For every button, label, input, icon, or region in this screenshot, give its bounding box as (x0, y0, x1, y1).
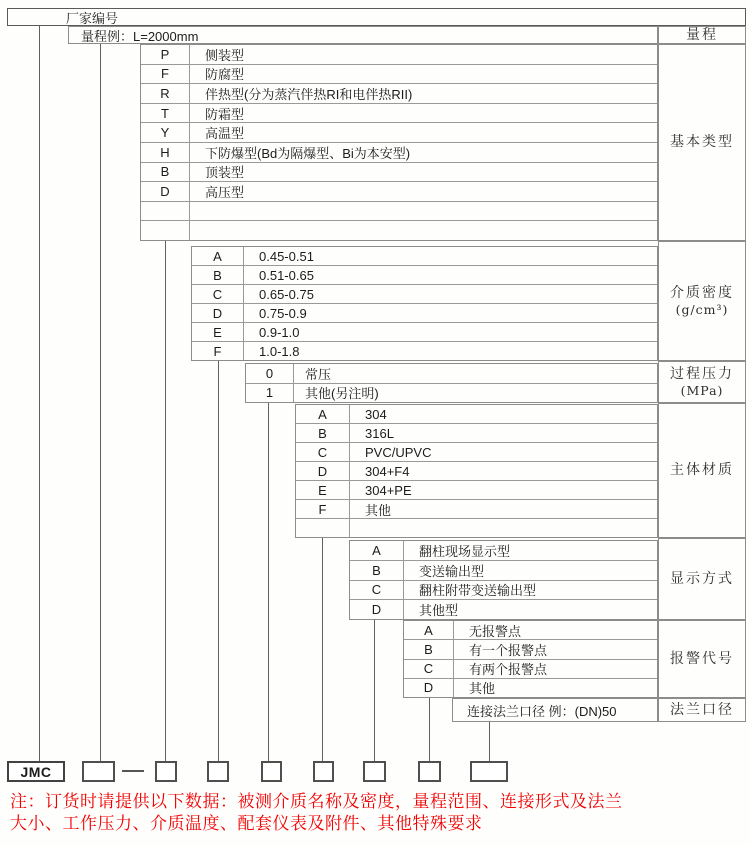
row-code: R (141, 84, 190, 103)
connector-line-flange (489, 722, 490, 762)
table-row (141, 220, 657, 240)
row-desc: 顶装型 (205, 165, 245, 181)
table-row (350, 580, 657, 600)
row-code: A (296, 405, 350, 423)
row-desc: 其他 (365, 502, 392, 518)
table-row (192, 341, 657, 360)
basic-type-table (140, 44, 658, 241)
row-code: A (192, 247, 244, 265)
table-row (192, 303, 657, 322)
row-code: D (296, 462, 350, 480)
row-desc: 高温型 (205, 126, 245, 142)
row-desc: 防腐型 (205, 67, 245, 83)
row-code: B (192, 266, 244, 284)
row-desc: 0.9-1.0 (259, 324, 300, 340)
density-table (191, 246, 658, 361)
row-code: F (296, 500, 350, 518)
side-label-range: 量程 (658, 26, 746, 44)
table-row (141, 181, 657, 201)
table-row (246, 364, 657, 383)
row-code: B (141, 163, 190, 182)
row-code: D (192, 304, 244, 322)
row-desc: 1.0-1.8 (259, 343, 300, 359)
pressure-unit: (MPa) (680, 382, 724, 398)
connector-line-display-mode (374, 620, 375, 762)
row-code: A (350, 541, 404, 560)
row-desc: 下防爆型(Bd为隔爆型、Bi为本安型) (205, 145, 411, 161)
row-desc (190, 221, 657, 240)
row-desc: 高压型 (205, 184, 245, 200)
note-line-2: 大小、工作压力、介质温度、配套仪表及附件、其他特殊要求 (10, 814, 483, 833)
row-desc (190, 202, 657, 221)
table-row (141, 45, 657, 64)
table-row (141, 201, 657, 221)
range-example-row (68, 26, 658, 44)
connector-line-basic-type (165, 241, 166, 762)
table-row (404, 621, 657, 639)
row-desc: 0.45-0.51 (259, 248, 314, 264)
note-line-1: 注：订货时请提供以下数据：被测介质名称及密度，量程范围、连接形式及法兰 (10, 792, 623, 811)
side-label-density: 介质密度 (g/cm³) (658, 241, 746, 361)
order-note (10, 791, 746, 835)
table-row (141, 142, 657, 162)
factory-number-row (7, 8, 746, 26)
table-row (404, 639, 657, 658)
connector-line-pressure (268, 403, 269, 762)
code-box-material (313, 761, 334, 782)
row-code: E (296, 481, 350, 499)
code-box-alarm (418, 761, 441, 782)
side-label-basic-type: 基本类型 (658, 44, 746, 241)
table-row (296, 423, 657, 442)
table-row (296, 518, 657, 537)
table-row (350, 541, 657, 560)
flange-text: 连接法兰口径 例：(DN)50 (467, 703, 617, 719)
row-desc: 翻柱附带变送输出型 (419, 583, 537, 599)
row-code: A (404, 621, 454, 639)
factory-number-label: 厂家编号 (66, 10, 119, 26)
table-row (296, 499, 657, 518)
row-code: B (296, 424, 350, 442)
table-row (296, 442, 657, 461)
row-desc: 有两个报警点 (469, 662, 548, 678)
row-desc: 防霜型 (205, 106, 245, 122)
connector-line-factory (39, 26, 40, 762)
row-code: C (350, 581, 404, 600)
table-row (192, 322, 657, 341)
row-desc: 0.75-0.9 (259, 305, 307, 321)
row-desc: PVC/UPVC (365, 444, 432, 460)
row-code: H (141, 143, 190, 162)
code-box-pressure (261, 761, 282, 782)
code-box-basic-type (155, 761, 177, 782)
table-row (192, 284, 657, 303)
connector-line-density (218, 361, 219, 762)
model-prefix-box (7, 761, 65, 782)
row-code: P (141, 45, 190, 64)
range-example-text: 量程例：L=2000mm (81, 28, 199, 44)
table-row (141, 64, 657, 84)
row-code (141, 202, 190, 221)
table-row (350, 599, 657, 619)
row-code: C (404, 660, 454, 678)
table-row (141, 103, 657, 123)
row-code: D (141, 182, 190, 201)
row-code: Y (141, 123, 190, 142)
row-desc: 翻柱现场显示型 (419, 543, 511, 559)
display-mode-table (349, 540, 658, 620)
row-desc (350, 519, 657, 537)
table-row (296, 480, 657, 499)
row-desc: 其他 (469, 681, 496, 697)
connector-line-range (100, 44, 101, 762)
table-row (192, 247, 657, 265)
row-desc: 无报警点 (469, 623, 522, 639)
row-code: C (296, 443, 350, 461)
table-row (296, 461, 657, 480)
code-box-display-mode (363, 761, 386, 782)
side-label-display-mode: 显示方式 (658, 538, 746, 620)
row-desc: 316L (365, 425, 394, 441)
row-desc: 304+PE (365, 482, 412, 498)
density-unit: (g/cm³) (675, 301, 729, 317)
code-box-density (207, 761, 229, 782)
row-code: D (404, 679, 454, 697)
row-code: B (350, 561, 404, 580)
side-label-pressure: 过程压力 (MPa) (658, 361, 746, 403)
alarm-table (403, 620, 658, 698)
connector-line-material (322, 538, 323, 762)
table-row (141, 83, 657, 103)
row-code: B (404, 640, 454, 658)
model-prefix-text: JMC (20, 763, 52, 780)
material-table (295, 404, 658, 538)
row-code: F (141, 65, 190, 84)
row-desc: 其他型 (419, 603, 459, 619)
row-code: F (192, 342, 244, 360)
row-code (141, 221, 190, 240)
row-desc: 有一个报警点 (469, 642, 548, 658)
side-label-material: 主体材质 (658, 403, 746, 538)
table-row (404, 678, 657, 697)
row-desc: 0.65-0.75 (259, 286, 314, 302)
row-desc: 其他(另注明) (305, 386, 379, 402)
row-desc: 0.51-0.65 (259, 267, 314, 283)
code-box-flange (470, 761, 508, 782)
row-desc: 常压 (305, 366, 332, 382)
row-code: T (141, 104, 190, 123)
code-box-range (82, 761, 115, 782)
table-row (404, 659, 657, 678)
row-code: E (192, 323, 244, 341)
pressure-table (245, 363, 658, 403)
row-desc: 304 (365, 406, 387, 422)
row-code: 1 (246, 384, 294, 403)
table-row (246, 383, 657, 403)
flange-row (452, 698, 658, 722)
table-row (350, 560, 657, 580)
table-row (141, 162, 657, 182)
row-desc: 伴热型(分为蒸汽伴热RI和电伴热RII) (205, 86, 413, 102)
side-label-alarm: 报警代号 (658, 620, 746, 698)
row-desc: 侧装型 (205, 47, 245, 63)
row-code: D (350, 600, 404, 619)
row-desc: 304+F4 (365, 463, 410, 479)
table-row (296, 405, 657, 423)
side-label-flange: 法兰口径 (658, 698, 746, 722)
table-row (192, 265, 657, 284)
dash-separator (122, 770, 144, 772)
connector-line-alarm (429, 698, 430, 762)
row-code: C (192, 285, 244, 303)
table-row (141, 122, 657, 142)
row-desc: 变送输出型 (419, 563, 485, 579)
row-code: 0 (246, 364, 294, 383)
row-code (296, 519, 350, 537)
